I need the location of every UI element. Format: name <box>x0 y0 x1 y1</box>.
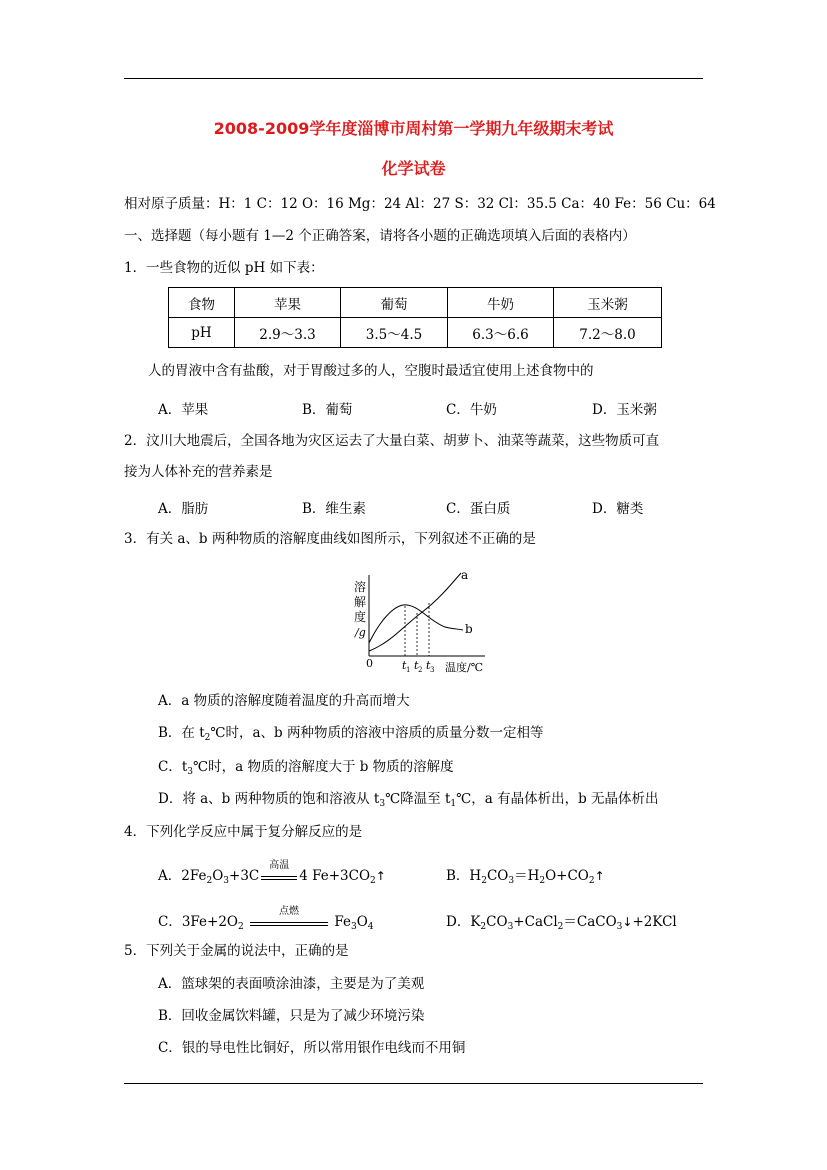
gas-arrow-icon: ↑ <box>594 869 605 883</box>
q1-question: 人的胃液中含有盐酸，对于胃酸过多的人，空腹时最适宜使用上述食物中的 <box>148 363 594 379</box>
q3-option-b <box>158 723 543 743</box>
q3-option-a: A．a 物质的溶解度随着温度的升高而增大 <box>158 693 410 709</box>
curve-a <box>369 573 461 651</box>
q2-line1: 2．汶川大地震后，全国各地为灾区运去了大量白菜、胡萝卜、油菜等蔬菜，这些物质可直 <box>124 433 660 449</box>
section-heading: 一、选择题（每小题有 1—2 个正确答案，请将各小题的正确选项填入后面的表格内） <box>124 228 636 244</box>
atomic-mass-line: 相对原子质量：H：1 C：12 O：16 Mg：24 Al：27 S：32 Cl：35.5 Ca：40 Fe：56 Cu：64 <box>124 196 716 212</box>
origin-label: 0 <box>366 657 373 670</box>
y-label-1: 溶 <box>354 580 367 594</box>
text: ℃降温至 t <box>385 791 451 807</box>
page-subtitle: 化学试卷 <box>381 159 446 178</box>
table-cell: 葡萄 <box>341 288 448 318</box>
subscript: 3 <box>379 799 386 809</box>
condition-arrow <box>261 860 297 880</box>
text: B．在 t <box>158 725 205 741</box>
q1-option-a: A．苹果 <box>158 402 209 418</box>
equals-sign <box>261 876 297 880</box>
equals-sign <box>250 922 328 926</box>
q4-option-d: D．$K_2CO_3+CaCl_2=CaCO_3↓+2KCl$ <box>446 914 677 932</box>
q5-option-b: B．回收金属饮料罐，只是为了减少环境污染 <box>158 1008 425 1024</box>
table-cell: 玉米粥 <box>554 288 662 318</box>
table-cell: 3.5～4.5 <box>341 318 448 348</box>
q3-option-d <box>158 789 659 809</box>
table-cell: 2.9～3.3 <box>235 318 341 348</box>
text: ℃时，a 物质的溶解度大于 b 物质的溶解度 <box>193 759 454 775</box>
table-cell: 食物 <box>169 288 235 318</box>
table-cell: 牛奶 <box>448 288 554 318</box>
q2-option-b: B．维生素 <box>302 501 366 517</box>
precipitate-arrow-icon: ↓ <box>622 915 633 929</box>
q1-stem: 1．一些食物的近似 pH 如下表： <box>124 260 324 276</box>
q2-option-a: A．脂肪 <box>158 501 209 517</box>
condition-label: 点燃 <box>279 906 300 917</box>
q2-line2: 接为人体补充的营养素是 <box>124 464 273 480</box>
curve-a-label: a <box>461 568 469 582</box>
q1-option-b: B．葡萄 <box>302 402 353 418</box>
y-label-4: /g <box>355 626 366 639</box>
table-row <box>169 318 662 348</box>
q1-option-c: C．牛奶 <box>446 402 497 418</box>
solubility-figure <box>345 563 505 683</box>
q5-option-c: C．银的导电性比铜好，所以常用银作电线而不用铜 <box>158 1040 466 1056</box>
text: D．将 a、b 两种物质的饱和溶液从 t <box>158 791 380 807</box>
x-label: 温度/℃ <box>445 661 484 674</box>
t2-sub: 2 <box>418 666 423 674</box>
t1-label: t <box>402 659 407 672</box>
q4-option-b: B．$H_2CO_3=H_2O+CO_2↑$ <box>446 868 605 886</box>
text: C．t <box>158 759 188 775</box>
t3-sub: 3 <box>430 666 435 674</box>
gas-arrow-icon: ↑ <box>375 869 386 883</box>
t3-label: t <box>426 659 431 672</box>
q5-stem: 5．下列关于金属的说法中，正确的是 <box>124 943 349 959</box>
q4-stem: 4．下列化学反应中属于复分解反应的是 <box>124 824 363 840</box>
subscript: 1 <box>450 799 457 809</box>
bottom-rule <box>124 1083 703 1084</box>
text: ℃，a 有晶体析出，b 无晶体析出 <box>456 791 659 807</box>
condition-label: 高温 <box>269 860 290 871</box>
y-label-3: 度 <box>354 610 367 624</box>
table-cell: 苹果 <box>235 288 341 318</box>
q3-option-c <box>158 757 454 777</box>
q4-option-a: A．$2Fe_2O_3+3C$ 高温 4 $Fe+3CO_2↑$ <box>158 864 386 884</box>
subscript: 3 <box>187 767 193 777</box>
t1-sub: 1 <box>406 666 411 674</box>
q3-stem: 3．有关 a、b 两种物质的溶解度曲线如图所示，下列叙述不正确的是 <box>124 531 536 547</box>
table-cell: pH <box>169 318 235 348</box>
text: ℃时，a、b 两种物质的溶液中溶质的质量分数一定相等 <box>210 725 544 741</box>
curve-b <box>369 605 463 643</box>
y-label-2: 解 <box>354 595 367 609</box>
t2-label: t <box>414 659 419 672</box>
table-row <box>169 288 662 318</box>
q4-option-c: C．$3Fe+2O_2$ 点燃 $Fe_3O_4$ <box>158 910 374 930</box>
table-cell: 6.3～6.6 <box>448 318 554 348</box>
q2-option-c: C．蛋白质 <box>446 501 511 517</box>
subscript: 2 <box>204 733 211 743</box>
page-title: 2008-2009学年度淄博市周村第一学期九年级期末考试 <box>213 119 614 138</box>
top-rule <box>124 78 703 79</box>
q2-option-d: D．糖类 <box>592 501 644 517</box>
q1-option-d: D．玉米粥 <box>592 402 657 418</box>
q5-option-a: A．篮球架的表面喷涂油漆，主要是为了美观 <box>158 976 425 992</box>
condition-arrow <box>250 906 328 926</box>
table-cell: 7.2～8.0 <box>554 318 662 348</box>
ph-table <box>168 287 662 348</box>
curve-b-label: b <box>465 622 473 636</box>
